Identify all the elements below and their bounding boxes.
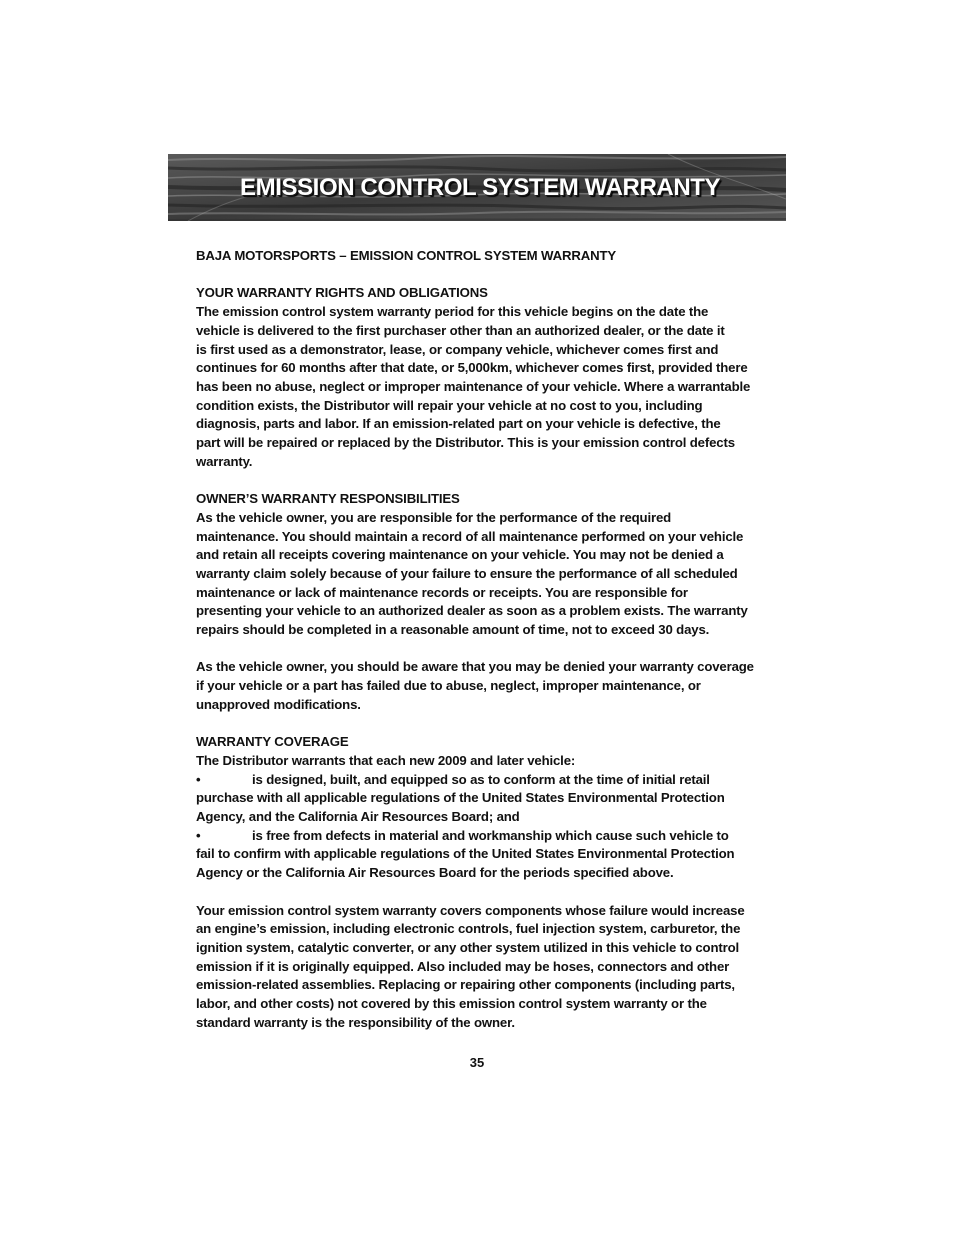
rights-heading: YOUR WARRANTY RIGHTS AND OBLIGATIONS	[196, 285, 488, 301]
components-line: labor, and other costs) not covered by this emission control system warranty or the	[196, 996, 707, 1012]
responsibilities-line: maintenance or lack of maintenance records or receipts. You are responsible for	[196, 584, 688, 600]
paragraph-gap	[196, 471, 756, 490]
rights-line: is first used as a demonstrator, lease, or company vehicle, whichever comes first and	[196, 341, 719, 357]
rights-line: continues for 60 months after that date, or 5,000km, whichever comes first, provided there	[196, 360, 748, 376]
bullet-icon: •	[196, 771, 201, 787]
warranty-body	[196, 247, 756, 1032]
paragraph-gap	[196, 640, 756, 659]
components-line: standard warranty is the responsibility of the owner.	[196, 1014, 515, 1030]
rights-line: warranty.	[196, 453, 253, 469]
responsibilities-line: maintenance. You should maintain a record of all maintenance performed on your vehicle	[196, 528, 744, 544]
components-line: an engine’s emission, including electronic controls, fuel injection system, carburetor, the	[196, 921, 741, 937]
page-title: EMISSION CONTROL SYSTEM WARRANTY	[240, 174, 721, 201]
document-heading: BAJA MOTORSPORTS – EMISSION CONTROL SYSTEM WARRANTY	[196, 248, 617, 263]
rights-line: The emission control system warranty period for this vehicle begins on the date the	[196, 304, 709, 320]
rights-line: has been no abuse, neglect or improper maintenance of your vehicle. Where a warrantable	[196, 378, 751, 394]
components-line: Your emission control system warranty covers components whose failure would increase	[196, 902, 745, 918]
responsibilities-heading: OWNER’S WARRANTY RESPONSIBILITIES	[196, 491, 460, 507]
coverage-bullet-1-line: purchase with all applicable regulations of the United States Environmental Protection	[196, 790, 725, 806]
responsibilities-line: presenting your vehicle to an authorized dealer as soon as a problem exists. The warranty	[196, 603, 748, 619]
bullet-text: is free from defects in material and workmanship which cause such vehicle to	[252, 827, 729, 843]
coverage-bullet-1-line: Agency, and the California Air Resources Board; and	[196, 809, 520, 825]
responsibilities-line: As the vehicle owner, you are responsible for the performance of the required	[196, 509, 672, 525]
page-number: 35	[469, 1055, 485, 1070]
awareness-line: As the vehicle owner, you should be aware that you may be denied your warranty coverage	[196, 659, 754, 675]
coverage-bullet-2-line: fail to confirm with applicable regulations of the United States Environmental Protection	[196, 846, 735, 862]
components-line: emission-related assemblies. Replacing or repairing other components (including parts,	[196, 977, 735, 993]
paragraph-gap	[196, 883, 756, 902]
components-line: emission if it is originally equipped. Also included may be hoses, connectors and other	[196, 958, 730, 974]
responsibilities-line: and retain all receipts covering maintenance on your vehicle. You may not be denied a	[196, 547, 724, 563]
coverage-bullet-1	[196, 771, 756, 790]
header-banner	[168, 154, 786, 221]
rights-line: vehicle is delivered to the first purchaser other than an authorized dealer, or the date it	[196, 322, 725, 338]
coverage-heading: WARRANTY COVERAGE	[196, 734, 349, 750]
components-line: ignition system, catalytic converter, or any other system utilized in this vehicle to control	[196, 939, 740, 955]
rights-line: condition exists, the Distributor will repair your vehicle at no cost to you, including	[196, 397, 703, 413]
awareness-line: if your vehicle or a part has failed due to abuse, neglect, improper maintenance, or	[196, 678, 701, 694]
awareness-line: unapproved modifications.	[196, 696, 361, 712]
responsibilities-line: warranty claim solely because of your failure to ensure the performance of all scheduled	[196, 565, 738, 581]
bullet-icon: •	[196, 827, 201, 843]
coverage-bullet-2-line: Agency or the California Air Resources Board for the periods specified above.	[196, 865, 674, 881]
paragraph-gap	[196, 715, 756, 734]
paragraph-gap	[196, 266, 756, 285]
coverage-bullet-2	[196, 827, 756, 846]
responsibilities-line: repairs should be completed in a reasonable amount of time, not to exceed 30 days.	[196, 622, 710, 638]
rights-line: diagnosis, parts and labor. If an emission-related part on your vehicle is defective, the	[196, 416, 721, 432]
coverage-intro: The Distributor warrants that each new 2009 and later vehicle:	[196, 752, 576, 768]
bullet-text: is designed, built, and equipped so as to conform at the time of initial retail	[252, 771, 710, 787]
rights-line: part will be repaired or replaced by the Distributor. This is your emission control defects	[196, 435, 735, 451]
